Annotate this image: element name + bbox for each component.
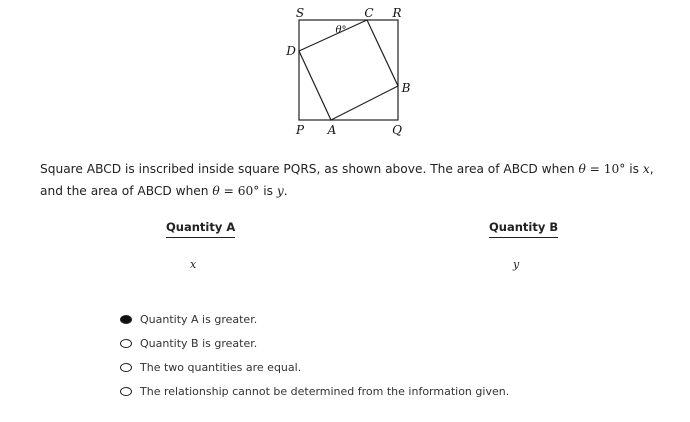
square-abcd (299, 20, 398, 120)
label-r: R (392, 6, 402, 20)
option-a-label[interactable]: Quantity A is greater. (140, 312, 258, 326)
option-b[interactable] (120, 331, 509, 355)
option-d[interactable] (120, 379, 509, 403)
label-c: C (364, 6, 374, 20)
stem-math-1: θ = 10° (578, 162, 626, 176)
angle-theta-label: θ° (335, 25, 347, 36)
option-a-radio[interactable] (120, 315, 132, 324)
stem-text-1: Square ABCD is inscribed inside square PQRS, as shown above. The area of ABCD when (40, 162, 575, 176)
option-d-radio[interactable] (120, 387, 132, 396)
option-c-radio[interactable] (120, 363, 132, 372)
label-b: B (401, 81, 411, 95)
answer-options (120, 307, 509, 403)
quantity-b-value: y (513, 258, 520, 271)
label-p: P (295, 123, 305, 137)
stem-math-2: θ = 60° (212, 184, 260, 198)
stem-text-5: is (263, 184, 273, 198)
stem-text-4: area of ABCD when (90, 184, 209, 198)
stem-text-6: . (283, 184, 288, 198)
label-q: Q (392, 123, 402, 137)
option-a[interactable] (120, 307, 509, 331)
stem-text-2: is (629, 162, 639, 176)
stem-text-3: , and the (40, 162, 654, 198)
quantity-a-heading: Quantity A (166, 220, 235, 238)
square-pqrs (299, 20, 398, 120)
option-c[interactable] (120, 355, 509, 379)
option-c-label[interactable]: The two quantities are equal. (140, 360, 302, 374)
option-b-radio[interactable] (120, 339, 132, 348)
quantity-b-heading: Quantity B (489, 220, 558, 238)
label-s: S (295, 6, 305, 20)
label-a: A (327, 123, 337, 137)
option-b-label[interactable]: Quantity B is greater. (140, 336, 258, 350)
question-stem (40, 158, 680, 202)
option-d-label[interactable]: The relationship cannot be determined from the information given. (140, 384, 510, 398)
stem-var-x: x (642, 162, 650, 176)
label-d: D (286, 44, 296, 58)
geometry-figure (270, 4, 420, 139)
stem-var-y: y (276, 184, 284, 198)
quantity-a-value: x (190, 258, 197, 271)
